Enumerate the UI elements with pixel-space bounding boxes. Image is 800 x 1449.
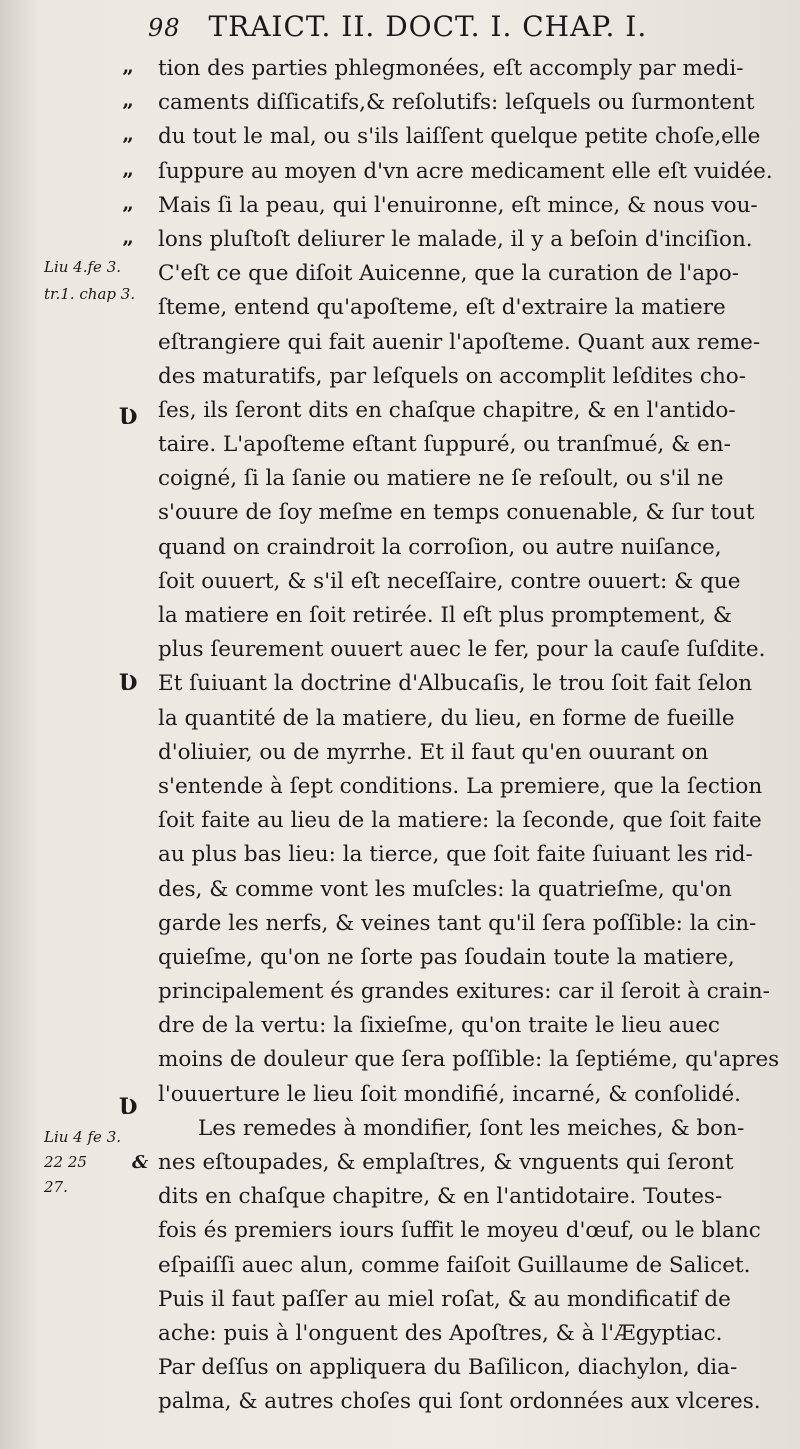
quote-mark: ”	[122, 167, 134, 192]
margin-mark-icon: Ʋ	[118, 404, 138, 430]
text-line: d'oliuier, ou de myrrhe. Et il faut qu'en ouurant on	[158, 739, 709, 765]
text-line: s'entende à ſept conditions. La premiere, que la ſection	[158, 773, 763, 799]
text-line: ſoit ouuert, & s'il eſt neceſſaire, contre ouuert: & que	[158, 568, 741, 594]
margin-mark-icon: Ʋ	[118, 670, 138, 696]
text-line: fois és premiers iours ſuffit le moyeu d'œuf, ou le blanc	[158, 1218, 761, 1244]
quote-mark: ”	[122, 133, 134, 158]
text-line: coigné, ſi la ſanie ou matiere ne ſe reſoult, ou s'il ne	[158, 466, 724, 492]
text-line: tion des parties phlegmonées, eſt accomply par medi-	[158, 56, 744, 81]
text-line: ache: puis à l'onguent des Apoſtres, & à l'Ægyptiac.	[158, 1320, 723, 1346]
margin-note-1	[44, 258, 135, 304]
text-line: la matiere en ſoit retirée. Il eſt plus promptement, &	[158, 603, 732, 628]
text-line: Mais ſi la peau, qui l'enuironne, eſt mince, & nous vou-	[158, 192, 758, 218]
text-line: au plus bas lieu: la tierce, que ſoit faite ſuiuant les rid-	[158, 842, 753, 868]
text-line: C'eſt ce que diſoit Auicenne, que la curation de l'apo-	[158, 261, 739, 287]
margin-note-line: 27.	[44, 1178, 68, 1196]
quote-mark: ”	[122, 236, 134, 261]
text-line: quand on craindroit la corroſion, ou autre nuiſance,	[158, 534, 722, 560]
body-text	[158, 52, 792, 1420]
text-line: ſoit faite au lieu de la matiere: la ſeconde, que ſoit faite	[158, 808, 762, 834]
text-line: dits en chaſque chapitre, & en l'antidotaire. Toutes-	[158, 1184, 723, 1210]
text-line: Et ſuiuant la doctrine d'Albucaſis, le trou ſoit fait ſelon	[158, 671, 753, 697]
text-line: dre de la vertu: la ſixieſme, qu'on traite le lieu auec	[158, 1013, 720, 1039]
text-line: ſuppure au moyen d'vn acre medicament elle eſt vuidée.	[158, 158, 773, 184]
page-number: 98	[148, 14, 181, 42]
quote-mark: ”	[122, 65, 134, 89]
text-line: Les remedes à mondifier, ſont les meiches, & bon-	[198, 1115, 745, 1141]
text-line: s'ouure de ſoy meſme en temps conuenable, & ſur tout	[158, 500, 755, 526]
margin-note-line: tr.1. chap 3.	[44, 285, 136, 303]
text-line: des, & comme vont les muſcles: la quatrieſme, qu'on	[158, 876, 732, 902]
text-line: moins de douleur que ſera poſſible: la ſeptiéme, qu'apres	[158, 1047, 780, 1073]
text-line: Par deſſus on appliquera du Baſilicon, diachylon, dia-	[158, 1355, 738, 1381]
text-line: nes eſtoupades, & emplaſtres, & vnguents qui ſeront	[158, 1150, 734, 1175]
text-line: la quantité de la matiere, du lieu, en forme de fueille	[158, 705, 735, 731]
text-line: du tout le mal, ou s'ils laiſſent quelque petite choſe,elle	[158, 124, 761, 150]
quote-mark: ”	[122, 99, 134, 124]
text-line: ſes, ils ſeront dits en chaſque chapitre, & en l'antido-	[158, 397, 736, 423]
text-line: lons pluſtoſt deliurer le malade, il y a beſoin d'inciſion.	[158, 226, 753, 252]
text-line: palma, & autres choſes qui ſont ordonnées aux vlceres.	[158, 1389, 761, 1415]
text-line: l'ouuerture le lieu ſoit mondifié, incarné, & conſolidé.	[158, 1081, 742, 1107]
margin-note-line: 22 25	[44, 1153, 87, 1171]
margin-mark-icon: Ʋ	[118, 1094, 138, 1120]
text-line: des maturatifs, par leſquels on accomplit leſdites cho-	[158, 363, 747, 389]
running-header	[148, 10, 798, 50]
text-line: caments diſſicatifs,& reſolutifs: leſquels ou ſurmontent	[158, 90, 755, 116]
text-line: eſtrangiere qui fait auenir l'apoſteme. Quant aux reme-	[158, 329, 761, 355]
text-line: quieſme, qu'on ne ſorte pas ſoudain toute la matiere,	[158, 944, 735, 970]
margin-note-2	[44, 1128, 121, 1197]
ampersand-mark-icon: &	[132, 1152, 149, 1173]
text-line: taire. L'apoſteme eſtant ſuppuré, ou tranſmué, & en-	[158, 432, 731, 458]
quotation-marks-column	[122, 60, 152, 265]
header-title: TRAICT. II. DOCT. I. CHAP. I.	[208, 10, 648, 43]
margin-note-line: Liu 4 fe 3.	[44, 1128, 122, 1146]
text-line: Puis il faut paſſer au miel roſat, & au mondificatif de	[158, 1286, 731, 1312]
margin-note-line: Liu 4.fe 3.	[44, 258, 122, 276]
text-line: garde les nerfs, & veines tant qu'il ſera poſſible: la cin-	[158, 910, 757, 936]
text-line: eſpaiſſi auec alun, comme faiſoit Guillaume de Salicet.	[158, 1252, 751, 1278]
text-line: ſteme, entend qu'apoſteme, eſt d'extraire la matiere	[158, 295, 726, 321]
quote-mark: ”	[122, 201, 134, 226]
text-line: plus ſeurement ouuert auec le fer, pour la cauſe ſuſdite.	[158, 637, 766, 663]
text-line: principalement és grandes exitures: car il ſeroit à crain-	[158, 979, 770, 1005]
